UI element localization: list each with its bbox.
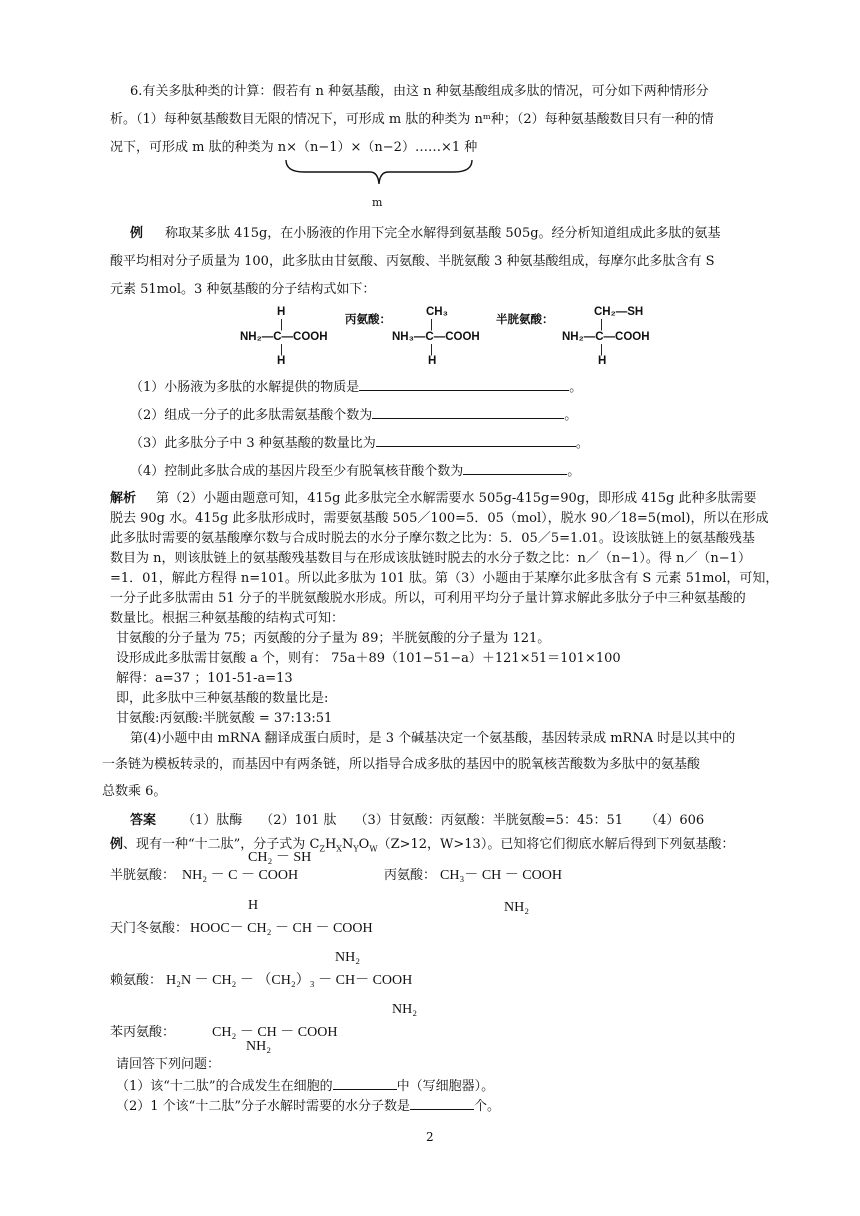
analysis-label: 解析 [110,491,137,506]
example2-intro: 例、现有一种“十二肽”，分子式为 $C_ZH_XN_YO_W(Z>12$，W>13）。已知将它们彻底水解后得到下列氨基酸： [110,837,735,854]
ala2-main: CH₃－ CH － COOH [440,868,562,883]
example1-line2: 酸平均相对分子质量为 100，此多肽由甘氨酸、丙氨酸、半胱氨酸 3 种氨基酸组成，每摩尔此多肽含有 S [110,254,715,269]
lys-main: H₂N － CH₂ － （CH₂）₃ － CH－ COOH [166,973,413,988]
part4-line-3: 总数乘 6。 [102,784,167,799]
cys-main: NH₂—C—COOH [562,331,650,343]
calc-line-1: 甘氨酸的分子量为 75；丙氨酸的分子量为 89；半胱氨酸的分子量为 121。 [116,631,551,646]
analysis-line-5: =1．01，解此方程得 n=101。所以此多肽为 101 肽。第（3）小题由于某摩尔此多肽含有 S 元素 51mol，可知， [110,571,779,586]
example-label: 例 [130,226,144,241]
question-4: （4）控制此多肽合成的基因片段至少有脱氧核苷酸个数为 。 [130,460,580,482]
analysis-line-7: 数量比。根据三种氨基酸的结构式可知： [110,611,345,626]
part4-line-1: 第(4)小题中由 mRNA 翻译成蛋白质时，是 3 个碱基决定一个氨基酸，基因转录成 mRNA 时是以其中的 [130,731,736,746]
analysis-line-1: 解析 第（2）小题由题意可知，415g 此多肽完全水解需要水 505g-415g=90g，即形成 415g 此种多肽需要 [110,491,757,506]
ala-bottom: H [428,355,437,367]
ala-main: NH₃—C—COOH [392,331,480,343]
asp-bottom: NH₂ [335,950,361,965]
ala-top: CH₃ [426,306,448,318]
cys2-top: CH₂ － SH [248,850,312,865]
example1-text1: 称取某多肽 415g，在小肠液的作用下完全水解得到氨基酸 505g。经分析知道组成此多肽的氨基 [165,226,721,241]
brace-label: m [372,196,383,209]
question-3: （3）此多肽分子中 3 种氨基酸的数量比为 。 [130,432,589,454]
analysis-line-3: 此多肽时需要的氨基酸摩尔数与合成时脱去的水分子摩尔数之比为：5．05／5=1.01。设该肽链上的氨基酸残基 [110,531,755,546]
cys-top: CH₂—SH [594,306,644,318]
section6-line2: 析。（1）每种氨基酸数目无限的情况下，可形成 m 肽的种类为 nᵐ种；（2）每种氨基酸数目只有一种的情 [110,112,714,127]
ala2-bottom: NH₂ [504,900,530,915]
gly-main: NH₂—C—COOH [240,331,328,343]
answer-blank-2[interactable] [372,404,564,419]
lys-label: 赖氨酸： [110,973,163,988]
calc-line-3: 解得：a=37 ；101-51-a=13 [116,671,293,686]
calc-line-4: 即，此多肽中三种氨基酸的数量比是: [116,691,329,706]
answer-blank-1[interactable] [359,376,569,391]
example2-question-2: （2）1 个该“十二肽”分子水解时需要的水分子数是 个。 [116,1095,500,1117]
gly-bottom: H [277,355,286,367]
answer-line: 答案 （1）肽酶 （2）101 肽 （3）甘氨酸：丙氨酸：半胱氨酸=5：45：51 （4）606 [130,813,705,828]
ala-name: 丙氨酸： [345,314,391,326]
calc-line-2: 设形成此多肽需甘氨酸 a 个，则有： 75a＋89（101−51−a）＋121×51＝101×100 [116,651,621,666]
cys2-bottom: H [248,898,259,913]
section6-line3: 况下，可形成 m 肽的种类为 n×（n−1）×（n−2）……×1 种 [110,140,478,155]
phe-main: CH₂ － CH － COOH [212,1025,338,1040]
question-1: （1）小肠液为多肽的水解提供的物质是 。 [130,376,582,398]
analysis-line-4: 数目为 n，则该肽链上的氨基酸残基数目与在形成该肽链时脱去的水分子数之比：n／（n−1）。得 n／（n−1） [110,551,751,566]
part4-line-2: 一条链为模板转录的，而基因中有两条链，所以指导合成多肽的基因中的脱氧核苦酸数为多肽中的氨基酸 [102,757,701,772]
lys-bottom: NH₂ [392,1002,418,1017]
example2-label: 例 [110,837,124,852]
cys2-main: NH₂ － C － COOH [182,868,299,883]
answer-blank-6[interactable] [410,1095,474,1110]
cys-name: 半胱氨酸： [496,314,554,326]
asp-label: 天门冬氨酸： [110,921,189,936]
gly-top: H [277,306,286,318]
ala2-label: 丙氨酸： [384,868,437,883]
question-2: （2）组成一分子的此多肽需氨基酸个数为 。 [130,404,577,426]
answer-blank-5[interactable] [333,1075,397,1090]
analysis-line-2: 脱去 90g 水。415g 此多肽形成时，需要氨基酸 505／100=5．05（mol），脱水 90／18=5(mol)，所以在形成 [110,511,769,526]
answer-blank-3[interactable] [376,432,576,447]
asp-main: HOOC－ CH₂ － CH － COOH [190,921,373,936]
phe-label: 苯丙氨酸： [110,1025,176,1040]
brace [284,158,474,188]
phe-bottom: NH₂ [246,1039,272,1054]
section6-line1: 6.有关多肽种类的计算：假若有 n 种氨基酸，由这 n 种氨基酸组成多肽的情况，可分如下两种情形分 [130,84,709,99]
calc-line-5: 甘氨酸:丙氨酸:半胱氨酸 = 37:13:51 [116,711,333,726]
page-number: 2 [426,1130,434,1144]
example1-line1 [130,224,721,244]
answer-label: 答案 [130,813,157,828]
example1-line3: 元素 51mol。3 种氨基酸的分子结构式如下： [110,282,376,297]
analysis-line-6: 一分子此多肽需由 51 分子的半胱氨酸脱水形成。所以，可利用平均分子量计算求解此多肽分子中三种氨基酸的 [110,591,746,606]
cys2-label: 半胱氨酸： [110,868,176,883]
prompt: 请回答下列问题： [116,1057,221,1072]
cys-bottom: H [598,355,607,367]
example2-question-1: （1）该“十二肽”的合成发生在细胞的 中（写细胞器）。 [116,1075,494,1097]
answer-blank-4[interactable] [463,460,567,475]
